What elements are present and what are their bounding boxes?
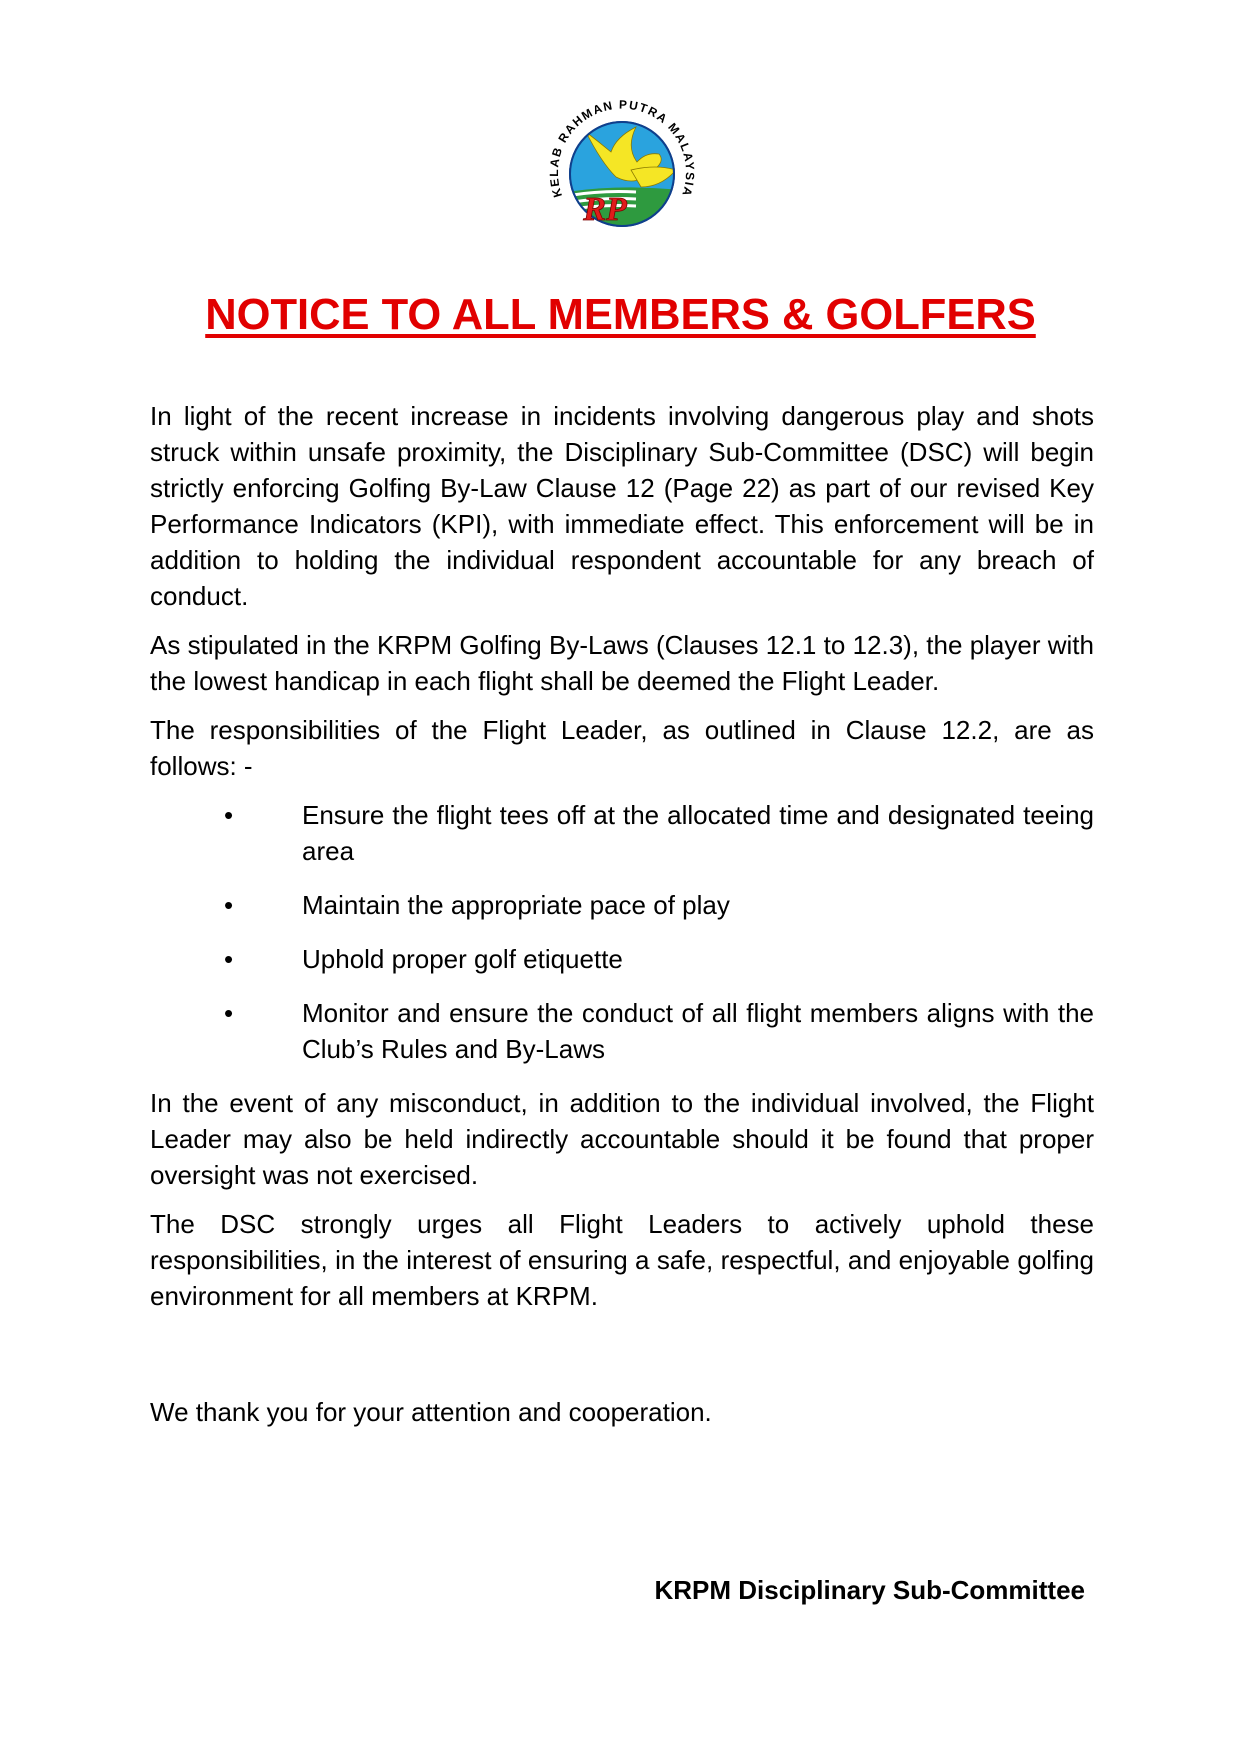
bullet-icon: • — [224, 890, 234, 920]
logo-monogram: RP — [583, 191, 627, 228]
notice-body — [150, 398, 1094, 1327]
notice-title-text: NOTICE TO ALL MEMBERS & GOLFERS — [205, 291, 1036, 339]
club-logo-emblem — [541, 92, 703, 232]
urge-paragraph: The DSC strongly urges all Flight Leaders to actively uphold these responsibilities, in the interest of ensuring a safe, respectful, and enjoyable golfing environment for all members at KRPM. — [150, 1209, 1094, 1311]
list-item — [150, 941, 1094, 977]
list-item-text: Monitor and ensure the conduct of all flight members aligns with the Club’s Rules and By-Laws — [302, 998, 1094, 1064]
logo-ring-text: KELAB RAHMAN PUTRA MALAYSIA — [546, 97, 698, 200]
responsibilities-list — [150, 797, 1094, 1067]
bullet-icon: • — [224, 944, 234, 974]
list-item-text: Maintain the appropriate pace of play — [302, 890, 730, 920]
notice-title — [0, 290, 1241, 340]
club-logo — [541, 92, 703, 232]
list-item — [150, 797, 1094, 869]
bullet-icon: • — [224, 998, 234, 1028]
misconduct-paragraph: In the event of any misconduct, in addition to the individual involved, the Flight Leader may also be held indirectly accountable should it be found that proper oversight was not exercised. — [150, 1088, 1094, 1190]
list-item-text: Ensure the flight tees off at the allocated time and designated teeing area — [302, 800, 1094, 866]
flight-leader-paragraph: As stipulated in the KRPM Golfing By-Laws (Clauses 12.1 to 12.3), the player with the lowest handicap in each flight shall be deemed the Flight Leader. — [150, 630, 1094, 696]
list-item — [150, 887, 1094, 923]
responsibilities-intro: The responsibilities of the Flight Leader, as outlined in Clause 12.2, are as follows: - — [150, 715, 1094, 781]
list-item-text: Uphold proper golf etiquette — [302, 944, 623, 974]
list-item — [150, 995, 1094, 1067]
intro-paragraph: In light of the recent increase in incidents involving dangerous play and shots struck within unsafe proximity, the Disciplinary Sub-Committee (DSC) will begin strictly enforcing Golfing By-Law Clause 12 (Page 22) as part of our revised Key Performance Indicators (KPI), with immediate effect. This enforcement will be in addition to holding the individual respondent accountable for any breach of conduct. — [150, 401, 1094, 611]
signature: KRPM Disciplinary Sub-Committee — [654, 1575, 1085, 1605]
bullet-icon: • — [224, 800, 234, 830]
thanks-line: We thank you for your attention and cooperation. — [150, 1397, 712, 1427]
